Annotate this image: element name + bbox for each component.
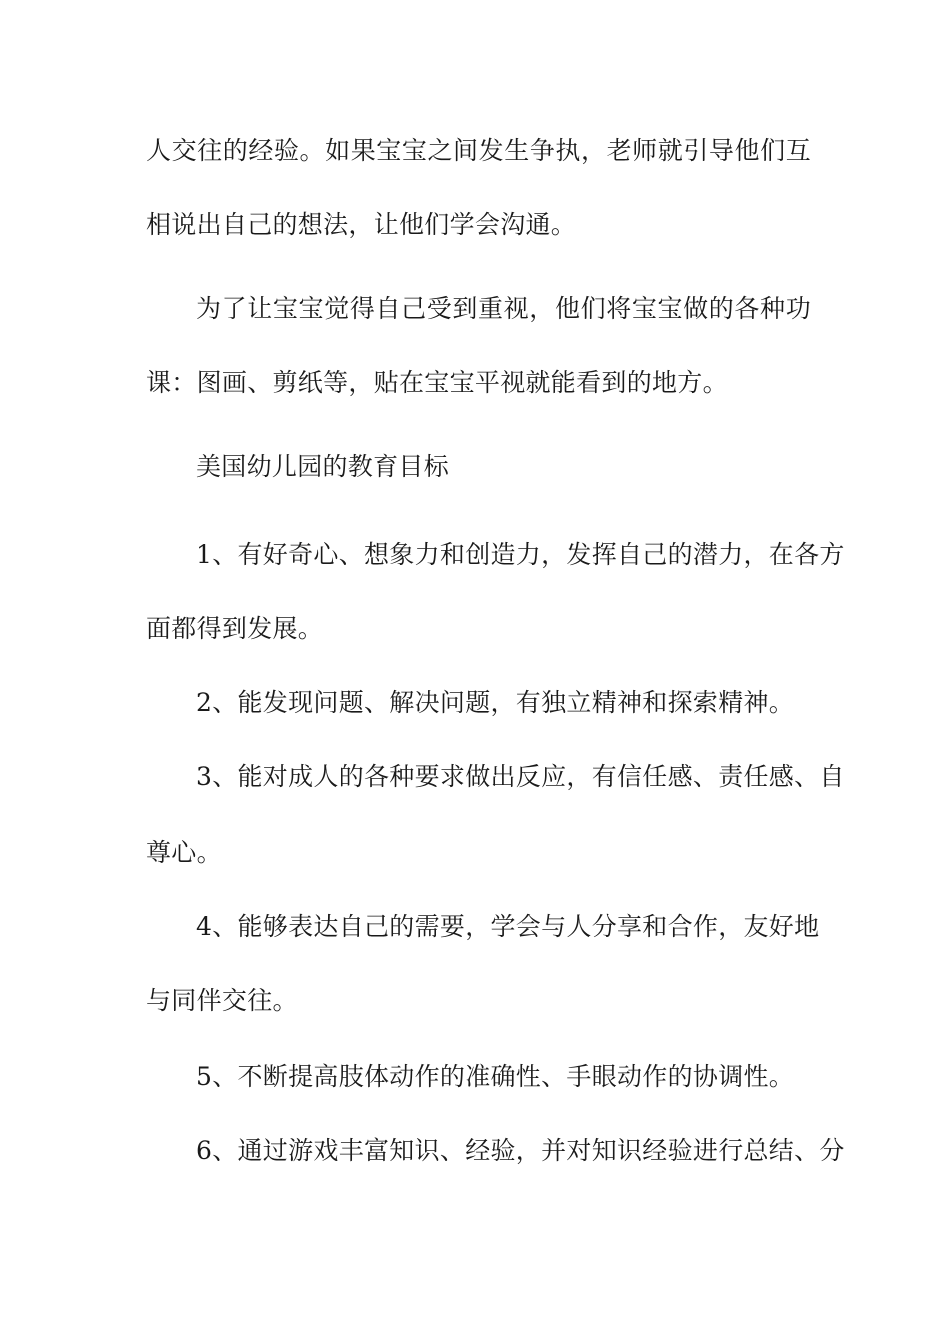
list-item-line: 4、能够表达自己的需要，学会与人分享和合作，友好地: [196, 912, 820, 941]
list-item-line: 1、有好奇心、想象力和创造力，发挥自己的潜力，在各方: [196, 540, 845, 569]
paragraph-line: 课：图画、剪纸等，贴在宝宝平视就能看到的地方。: [146, 368, 728, 397]
list-item-line: 尊心。: [146, 838, 222, 867]
section-heading: 美国幼儿园的教育目标: [196, 452, 450, 481]
paragraph-line: 为了让宝宝觉得自己受到重视，他们将宝宝做的各种功: [196, 294, 811, 323]
list-item-line: 3、能对成人的各种要求做出反应，有信任感、责任感、自: [196, 762, 845, 791]
list-item-line: 面都得到发展。: [146, 614, 324, 643]
list-item-line: 与同伴交往。: [146, 986, 298, 1015]
paragraph-line: 人交往的经验。如果宝宝之间发生争执，老师就引导他们互: [146, 136, 811, 165]
list-item-line: 5、不断提高肢体动作的准确性、手眼动作的协调性。: [196, 1062, 795, 1091]
list-item-line: 2、能发现问题、解决问题，有独立精神和探索精神。: [196, 688, 795, 717]
list-item-line: 6、通过游戏丰富知识、经验，并对知识经验进行总结、分: [196, 1136, 845, 1165]
paragraph-line: 相说出自己的想法，让他们学会沟通。: [146, 210, 577, 239]
